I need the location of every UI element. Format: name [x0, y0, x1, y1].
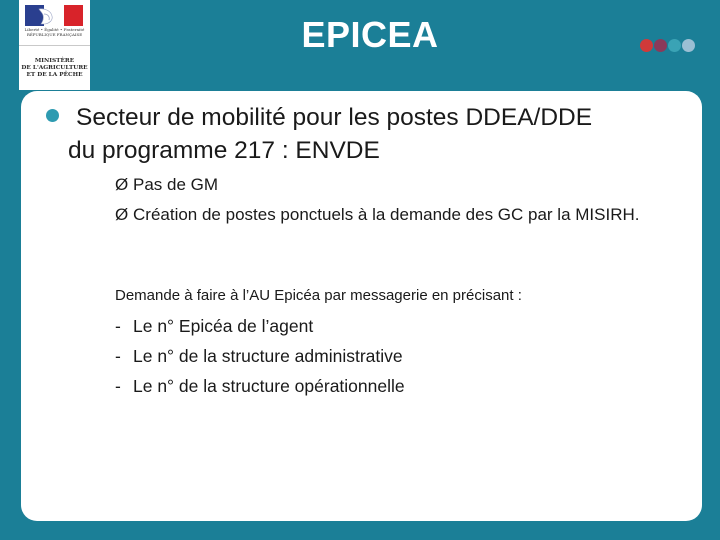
- arrow-bullet-icon: Ø: [115, 205, 129, 224]
- sub-item-text: Création de postes ponctuels à la demande des GC par la MISIRH.: [133, 205, 640, 224]
- marianne-flag-icon: [25, 5, 83, 26]
- dash-marker: -: [115, 316, 121, 336]
- ministry-line: MINISTÈRE: [34, 57, 75, 64]
- logo-country-line: RÉPUBLIQUE FRANÇAISE: [26, 32, 83, 37]
- instruction-text: Demande à faire à l’AU Epicéa par messagerie en précisant :: [115, 287, 522, 304]
- dash-list-item: [115, 346, 403, 367]
- dash-item-text: Le n° de la structure administrative: [133, 346, 403, 366]
- dash-list-item: [115, 316, 313, 337]
- ministry-line: ET DE LA PÊCHE: [26, 71, 83, 78]
- dot-teal: [668, 39, 681, 52]
- ministry-logo: [19, 0, 90, 90]
- arrow-bullet-icon: Ø: [115, 175, 129, 194]
- ministry-name: [19, 46, 90, 90]
- dash-item-text: Le n° de la structure opérationnelle: [133, 376, 405, 396]
- republique-francaise-logo: [19, 0, 90, 46]
- dot-light-blue: [682, 39, 695, 52]
- dash-item-text: Le n° Epicéa de l’agent: [133, 316, 314, 336]
- dot-purple: [654, 39, 667, 52]
- sub-item: [115, 203, 673, 227]
- dash-marker: -: [115, 346, 121, 366]
- main-bullet: [46, 101, 696, 167]
- slide-title: EPICEA: [301, 14, 439, 55]
- dash-marker: -: [115, 376, 121, 396]
- logo-motto-line: Liberté • Égalité • Fraternité: [24, 27, 85, 32]
- main-bullet-line2: du programme 217 : ENVDE: [68, 137, 380, 164]
- sub-item-text: Pas de GM: [133, 175, 219, 194]
- main-bullet-line1: Secteur de mobilité pour les postes DDEA/DDE: [76, 104, 593, 131]
- decorative-dots: [640, 39, 695, 52]
- sub-item: [115, 173, 673, 197]
- ministry-line: DE L'AGRICULTURE: [21, 64, 88, 71]
- dot-red: [640, 39, 653, 52]
- logo-mottos: [19, 27, 90, 37]
- bullet-dot-icon: [46, 109, 59, 122]
- dash-list-item: [115, 376, 405, 397]
